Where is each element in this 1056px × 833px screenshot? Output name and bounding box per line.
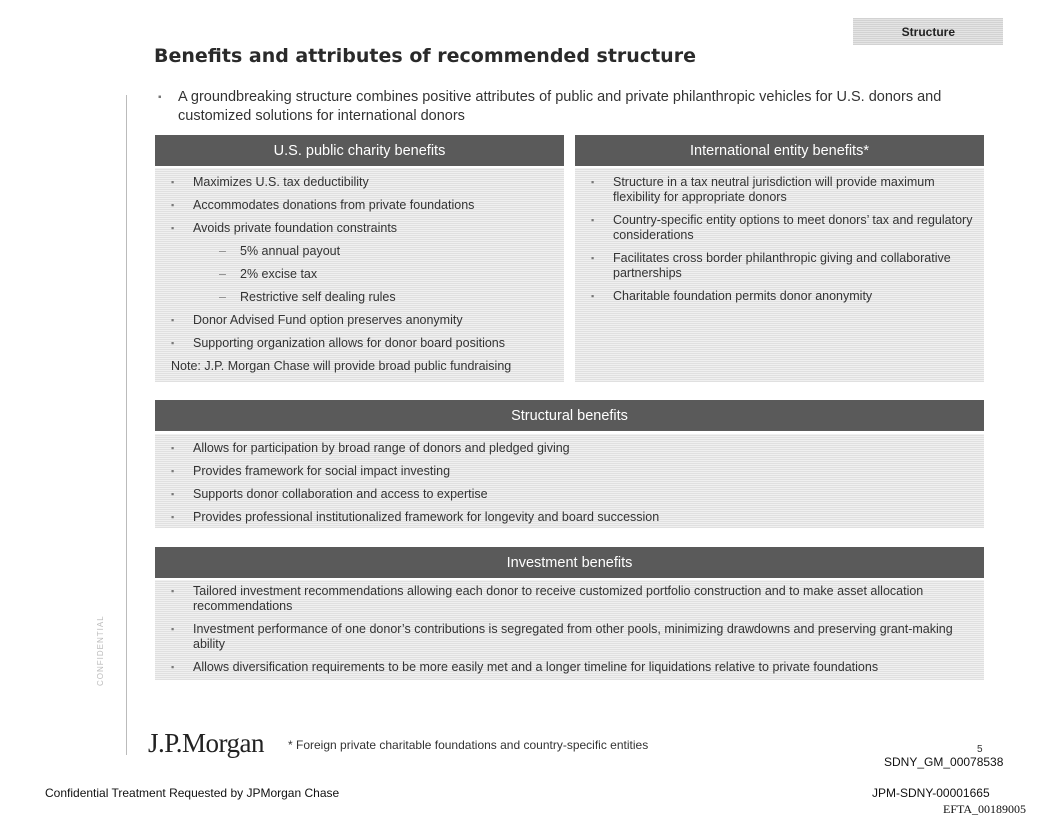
list-item-text: Maximizes U.S. tax deductibility <box>193 175 369 189</box>
dash-icon: – <box>219 244 226 258</box>
dash-icon: – <box>219 290 226 304</box>
list-item <box>575 175 976 205</box>
list-item <box>155 584 954 614</box>
bates-jpm: JPM-SDNY-00001665 <box>872 786 990 800</box>
list-item-text: Allows for participation by broad range of donors and pledged giving <box>193 441 570 455</box>
left-rule <box>126 95 127 755</box>
sub-item-text: Restrictive self dealing rules <box>240 290 396 304</box>
bullet-icon: ▪ <box>171 338 175 348</box>
list-item <box>155 336 564 351</box>
list-item-text: Structure in a tax neutral jurisdiction will provide maximum flexibility for appropriate donors <box>613 175 935 204</box>
bullet-icon: ▪ <box>171 586 175 596</box>
efta-number: EFTA_00189005 <box>943 802 1027 816</box>
intro-text: A groundbreaking structure combines positive attributes of public and private philanthropic vehicles for U.S. donors and customized solutions for international donors <box>178 89 942 124</box>
international-header: International entity benefits* <box>575 135 984 166</box>
bates-sdny-gm: SDNY_GM_00078538 <box>884 755 1004 769</box>
list-item <box>575 213 976 243</box>
international-box <box>575 168 984 382</box>
bullet-icon: ▪ <box>171 223 175 233</box>
bullet-icon: ▪ <box>171 512 175 522</box>
note-text: Note: J.P. Morgan Chase will provide broad public fundraising <box>171 359 512 373</box>
list-item <box>155 313 564 328</box>
list-item-text: Supports donor collaboration and access to expertise <box>193 487 488 501</box>
bullet-icon: ▪ <box>591 177 595 187</box>
list-item-text: Donor Advised Fund option preserves anonymity <box>193 313 463 327</box>
bullet-icon: ▪ <box>171 177 175 187</box>
page-title: Benefits and attributes of recommended structure <box>154 45 696 67</box>
investment-header: Investment benefits <box>155 547 984 578</box>
bullet-icon: ▪ <box>171 662 175 672</box>
list-item-text: Facilitates cross border philanthropic giving and collaborative partnerships <box>613 251 951 280</box>
sub-item <box>155 267 564 282</box>
list-item-text: Provides framework for social impact investing <box>193 464 451 478</box>
list-item <box>155 198 564 213</box>
list-item-text: Allows diversification requirements to be more easily met and a longer timeline for liquidations relative to private foundations <box>193 660 879 674</box>
sub-item-text: 5% annual payout <box>240 244 341 258</box>
list-item <box>155 487 984 502</box>
list-item <box>575 289 976 304</box>
sub-item-text: 2% excise tax <box>240 267 318 281</box>
structural-box <box>155 434 984 528</box>
list-item-text: Charitable foundation permits donor anonymity <box>613 289 873 303</box>
confidential-watermark: CONFIDENTIAL <box>96 615 105 686</box>
bullet-icon: ▪ <box>158 92 162 103</box>
us-public-header: U.S. public charity benefits <box>155 135 564 166</box>
list-item-text: Provides professional institutionalized framework for longevity and board succession <box>193 510 660 524</box>
bullet-icon: ▪ <box>171 624 175 634</box>
page-number: 5 <box>977 744 983 755</box>
list-item-text: Tailored investment recommendations allowing each donor to receive customized portfolio construction and to make asset allocation recommendations <box>193 584 924 613</box>
sub-item <box>155 244 564 259</box>
us-public-box <box>155 168 564 382</box>
list-item-text: Country-specific entity options to meet donors’ tax and regulatory considerations <box>613 213 973 242</box>
structural-header: Structural benefits <box>155 400 984 431</box>
list-item <box>575 251 976 281</box>
section-tag: Structure <box>853 18 1003 45</box>
dash-icon: – <box>219 267 226 281</box>
investment-box <box>155 580 984 680</box>
list-item <box>155 622 954 652</box>
list-item-text: Supporting organization allows for donor board positions <box>193 336 505 350</box>
bullet-icon: ▪ <box>171 466 175 476</box>
bullet-icon: ▪ <box>591 291 595 301</box>
bullet-icon: ▪ <box>591 253 595 263</box>
list-item <box>155 441 984 456</box>
intro-paragraph <box>158 88 978 126</box>
bullet-icon: ▪ <box>171 443 175 453</box>
list-item <box>155 660 954 675</box>
sub-item <box>155 290 564 305</box>
bullet-icon: ▪ <box>171 489 175 499</box>
footnote: * Foreign private charitable foundations and country-specific entities <box>288 738 649 752</box>
list-item-text: Accommodates donations from private foundations <box>193 198 475 212</box>
list-item <box>155 175 564 190</box>
list-item <box>155 221 564 236</box>
bullet-icon: ▪ <box>591 215 595 225</box>
bullet-icon: ▪ <box>171 200 175 210</box>
list-item <box>155 510 984 525</box>
list-item <box>155 464 984 479</box>
confidential-treatment-notice: Confidential Treatment Requested by JPMorgan Chase <box>45 786 340 800</box>
list-item-text: Investment performance of one donor’s contributions is segregated from other pools, minimizing drawdowns and preserving grant-making ability <box>193 622 953 651</box>
list-item-text: Avoids private foundation constraints <box>193 221 398 235</box>
jpmorgan-logo: J.P.Morgan <box>148 728 265 758</box>
bullet-icon: ▪ <box>171 315 175 325</box>
